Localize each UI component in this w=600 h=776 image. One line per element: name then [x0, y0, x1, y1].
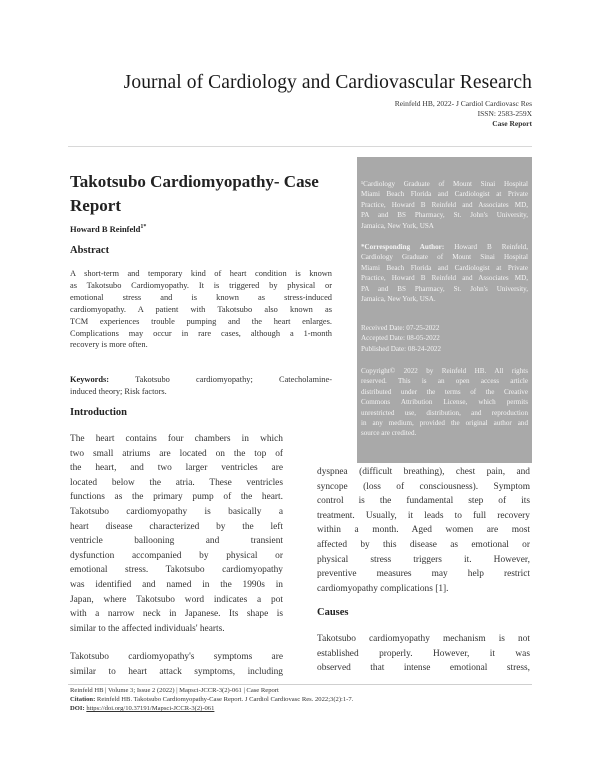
- received-date: Received Date: 07-25-2022: [361, 324, 440, 332]
- corresponding-line: Cardiology Graduate of Mount Sinai Hospital: [361, 253, 528, 262]
- intro-line: preventive measures may help restrict: [317, 569, 530, 580]
- abstract-line: TCM experiences trouble pumping and the heart enlarges.: [70, 316, 332, 326]
- intro-line: physical stress triggers it. However,: [317, 554, 530, 565]
- intro-line: dyspnea (difficult breathing), chest pain, and: [317, 467, 530, 477]
- causes-line: established properly. However, it was: [317, 648, 530, 659]
- copyright-line: source are credited.: [361, 429, 417, 438]
- intro-line: located below the atria. These ventricles: [70, 477, 283, 488]
- intro-line: two small atriums are located on the top of: [70, 448, 283, 459]
- intro-line: Japan, where Takotsubo word indicates a pot: [70, 594, 283, 605]
- abstract-line: cardiomyopathy. A patient with Takotsubo also known as: [70, 304, 332, 314]
- intro-line: within a month. Aged women are most: [317, 525, 530, 536]
- introduction-body: [70, 432, 283, 636]
- introduction-continued: [317, 465, 530, 596]
- intro-line: with a narrow neck in Japanese. Its shape is: [70, 609, 283, 620]
- intro-line: dysfunction accompanied by physical or: [70, 550, 283, 561]
- issn: ISSN: 2583-259X: [477, 109, 532, 118]
- author-name: Howard B Reinfeld: [70, 224, 141, 234]
- keywords-line: [70, 374, 332, 386]
- intro-line: functions as the primary pump of the heart.: [70, 492, 283, 503]
- introduction-heading: Introduction: [70, 407, 127, 418]
- intro-line: control is the fundamental step of its: [317, 496, 530, 507]
- affiliation-line: Jamaica, New York, USA: [361, 221, 434, 230]
- author: [70, 224, 146, 234]
- footer-doi: [70, 705, 214, 712]
- introduction-body-2: [70, 650, 283, 679]
- intro-line: cardiomyopathy complications [1].: [317, 583, 449, 594]
- causes-line: Takotsubo cardiomyopathy mechanism is not: [317, 634, 530, 644]
- affiliation-line: ¹Cardiology Graduate of Mount Sinai Hospital: [361, 180, 528, 188]
- intro-line: similar to the affected individuals' hearts.: [70, 623, 225, 634]
- abstract-line: recovery is more often.: [70, 340, 148, 350]
- doi-link[interactable]: https://doi.org/10.37191/Mapsci-JCCR-3(2)-061: [86, 705, 215, 712]
- intro-line: treatment. Usually, it leads to full recovery: [317, 510, 530, 521]
- accepted-date: Accepted Date: 08-05-2022: [361, 334, 440, 343]
- causes-body: [317, 632, 530, 676]
- doi-label: DOI:: [70, 705, 85, 712]
- keywords-label: Keywords:: [70, 375, 110, 384]
- intro-line: Takotsubo cardiomyopathy's symptoms are: [70, 652, 283, 662]
- abstract-heading: Abstract: [70, 245, 110, 256]
- keywords-line: induced theory; Risk factors.: [70, 386, 167, 396]
- corresponding-line: PA and BS Pharmacy, St. John's University,: [361, 284, 528, 293]
- intro-line: heart disease characterized by the left: [70, 521, 283, 532]
- citation-short: Reinfeld HB, 2022- J Cardiol Cardiovasc Res: [394, 99, 532, 108]
- abstract-line: A short-term and temporary kind of heart condition is known: [70, 269, 332, 278]
- corresponding-line: [361, 242, 528, 252]
- corresponding-line: Miami Beach Florida and Cardiologist at Private: [361, 263, 528, 272]
- intro-line: the heart, and two larger ventricles are: [70, 463, 283, 474]
- abstract-line: emotional stress and is known as stress-induced: [70, 292, 332, 302]
- corresponding-line: Jamaica, New York, USA.: [361, 295, 436, 304]
- corresponding-name: Howard B Reinfeld,: [444, 243, 528, 251]
- citation-label: Citation:: [70, 696, 96, 703]
- footer-volume-info: Reinfeld HB | Volume 3; Issue 2 (2022) | Mapsci-JCCR-3(2)-061 | Case Report: [70, 687, 279, 694]
- intro-line: affected by this disease as emotional or: [317, 539, 530, 550]
- intro-line: syncope (loss of consciousness). Symptom: [317, 481, 530, 492]
- intro-line: The heart contains four chambers in which: [70, 434, 283, 444]
- footer-divider: [68, 684, 532, 685]
- article-type: Case Report: [492, 119, 532, 128]
- corresponding-author: [361, 242, 528, 304]
- intro-line: ventricle ballooning and transient: [70, 536, 283, 547]
- header-divider: [68, 146, 532, 147]
- article-title-line: Report: [70, 196, 121, 215]
- affiliation: [361, 179, 528, 231]
- article-title: [70, 170, 336, 218]
- causes-heading: Causes: [317, 607, 349, 618]
- author-mark: 1*: [140, 224, 147, 231]
- abstract-body: [70, 268, 332, 351]
- copyright-line: unrestricted use, distribution, and reproduction: [361, 408, 528, 417]
- copyright-line: distributed under the terms of the Creative: [361, 387, 528, 396]
- article-dates: [361, 323, 528, 354]
- affiliation-line: Miami Beach Florida and Cardiologist at Private: [361, 190, 528, 199]
- citation-text: Reinfeld HB. Takotsubo Cardiomyopathy-Case Report. J Cardiol Cardiovasc Res. 2022;3(2):1-7.: [95, 696, 354, 703]
- intro-line: similar to heart attack symptoms, including: [70, 666, 283, 677]
- intro-line: Takotsubo cardiomyopathy is basically a: [70, 506, 283, 517]
- corresponding-line: Practice, Howard B Reinfeld and Associates MD,: [361, 274, 528, 283]
- copyright-line: Copyright© 2022 by Reinfeld HB. All rights: [361, 367, 528, 375]
- causes-line: observed that intense emotional stress,: [317, 663, 530, 674]
- intro-line: emotional stress. Takotsubo cardiomyopathy: [70, 565, 283, 576]
- intro-line: was identified and named in the 1990s in: [70, 579, 283, 590]
- affiliation-line: Practice, Howard B Reinfeld and Associates MD,: [361, 200, 528, 209]
- affiliation-line: PA and BS Pharmacy, St. John's University,: [361, 211, 528, 220]
- footer-citation: [70, 696, 353, 703]
- abstract-line: Complications may occur in rare cases, although a 1-month: [70, 328, 332, 338]
- copyright-line: in any medium, provided the original author and: [361, 419, 528, 428]
- copyright-notice: [361, 366, 528, 439]
- article-title-line: Takotsubo Cardiomyopathy- Case: [70, 172, 319, 191]
- journal-title: Journal of Cardiology and Cardiovascular Research: [123, 72, 532, 93]
- abstract-line: as Takotsubo Cardiomyopathy. It is triggered by physical or: [70, 280, 332, 290]
- keywords: [70, 374, 332, 398]
- published-date: Published Date: 08-24-2022: [361, 344, 441, 353]
- copyright-line: reserved. This is an open access article: [361, 377, 528, 386]
- keywords-text: Takotsubo cardiomyopathy; Catecholamine-: [109, 375, 332, 384]
- copyright-line: Commons Attribution License, which permits: [361, 398, 528, 407]
- corresponding-label: *Corresponding Author:: [361, 243, 445, 251]
